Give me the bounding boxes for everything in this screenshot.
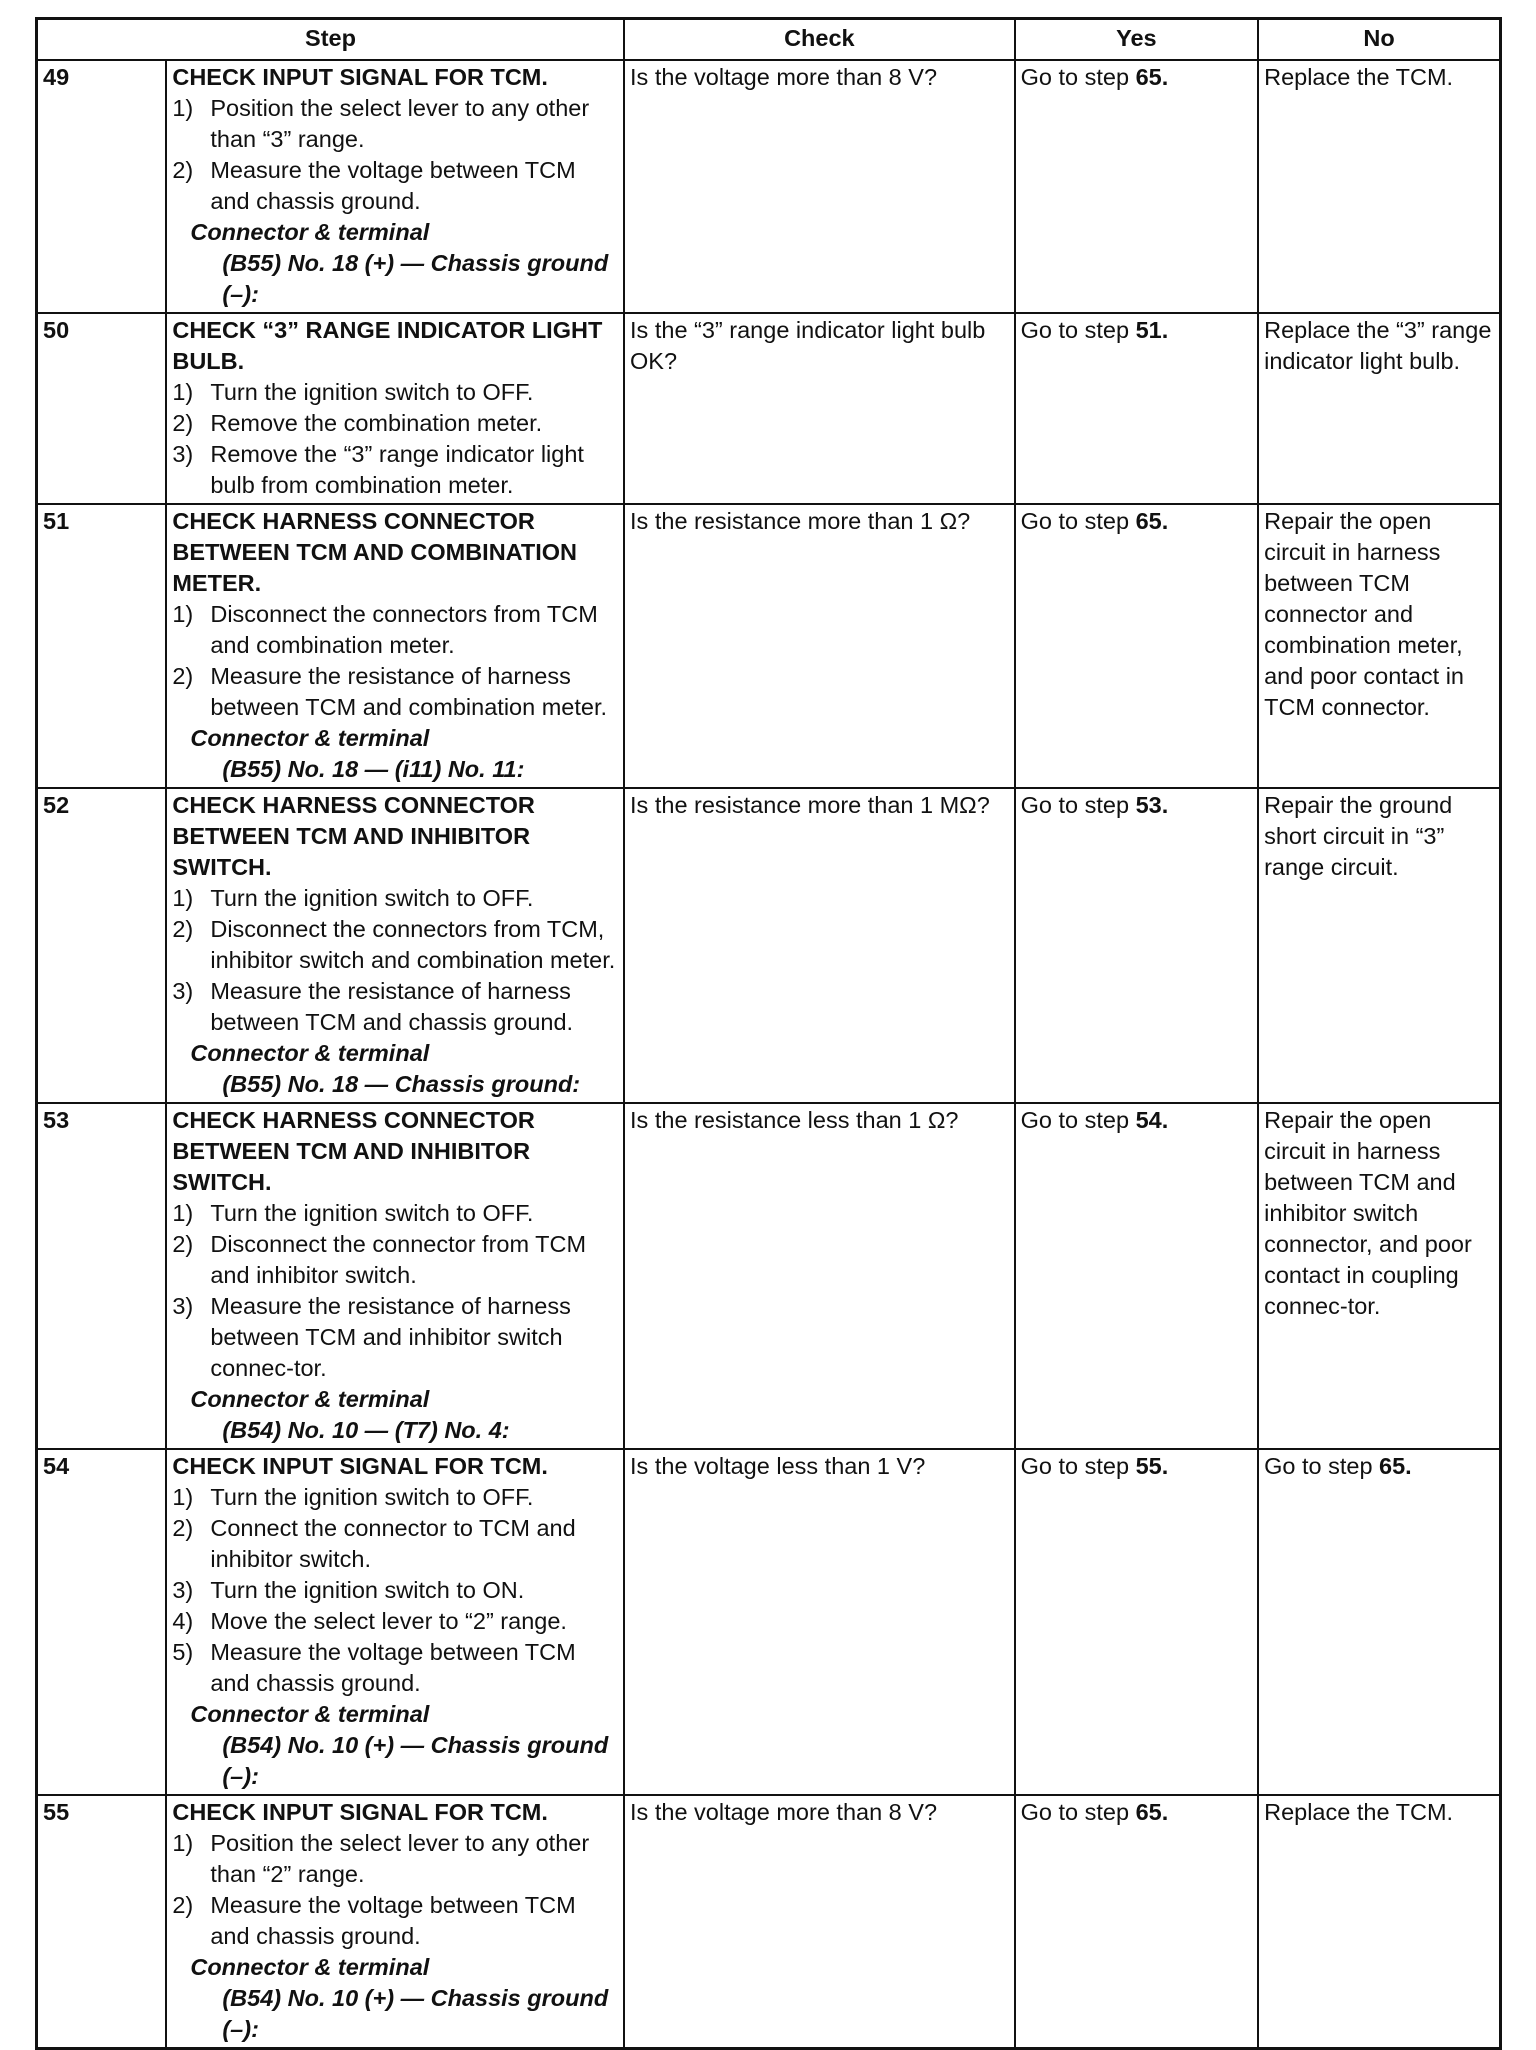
substep-text: Measure the voltage between TCM and chassis ground. [210, 157, 576, 214]
step-number: 50 [37, 313, 167, 504]
substep-number: 3) [172, 978, 194, 1004]
substep-text: Remove the “3” range indicator light bulb from combination meter. [210, 441, 584, 498]
check-cell: Is the voltage less than 1 V? [624, 1449, 1015, 1795]
table-row [37, 1449, 1501, 1795]
substep-number: 3) [172, 441, 194, 467]
substep-item [172, 661, 618, 723]
substep-text: Turn the ignition switch to OFF. [210, 1200, 534, 1226]
table-row [37, 788, 1501, 1103]
substep-number: 1) [172, 1484, 194, 1510]
no-cell [1258, 504, 1500, 788]
connector-title: Connector & terminal [190, 219, 430, 245]
yes-text: Go to step [1020, 508, 1136, 534]
yes-step-ref: 54. [1135, 1107, 1169, 1133]
substep-text: Remove the combination meter. [210, 410, 543, 436]
step-cell [166, 788, 624, 1103]
substep-item [172, 1890, 618, 1952]
yes-text: Go to step [1020, 64, 1136, 90]
substep-text: Position the select lever to any other than “2” range. [210, 1830, 590, 1887]
step-number: 51 [37, 504, 167, 788]
no-text: Repair the open circuit in harness between TCM connector and combination meter, and poor contact in TCM connector. [1264, 508, 1464, 720]
substep-number: 2) [172, 1231, 194, 1257]
yes-text: Go to step [1020, 1453, 1136, 1479]
table-row [37, 504, 1501, 788]
substep-list [172, 599, 618, 723]
step-cell [166, 313, 624, 504]
step-title: CHECK “3” RANGE INDICATOR LIGHT BULB. [172, 317, 603, 374]
yes-step-ref: 65. [1135, 1799, 1169, 1825]
substep-list [172, 377, 618, 501]
yes-cell [1015, 1103, 1258, 1449]
substep-number: 4) [172, 1608, 194, 1634]
table-row [37, 1795, 1501, 2049]
substep-list [172, 883, 618, 1038]
substep-item [172, 439, 618, 501]
substep-number: 2) [172, 663, 194, 689]
substep-text: Turn the ignition switch to ON. [210, 1577, 525, 1603]
step-cell [166, 1795, 624, 2049]
no-text: Replace the TCM. [1264, 1799, 1454, 1825]
connector-title: Connector & terminal [190, 1701, 430, 1727]
no-cell [1258, 1103, 1500, 1449]
substep-number: 2) [172, 916, 194, 942]
step-number: 54 [37, 1449, 167, 1795]
substep-item [172, 1291, 618, 1384]
header-no: No [1258, 19, 1500, 61]
check-cell: Is the voltage more than 8 V? [624, 1795, 1015, 2049]
no-text: Replace the TCM. [1264, 64, 1454, 90]
step-cell [166, 1103, 624, 1449]
connector-value: (B54) No. 10 — (T7) No. 4: [222, 1417, 510, 1443]
step-title: CHECK HARNESS CONNECTOR BETWEEN TCM AND COMBINATION METER. [172, 508, 578, 596]
substep-text: Disconnect the connectors from TCM and combination meter. [210, 601, 598, 658]
yes-cell [1015, 788, 1258, 1103]
step-title: CHECK INPUT SIGNAL FOR TCM. [172, 64, 548, 90]
substep-item [172, 883, 618, 914]
substep-text: Measure the voltage between TCM and chassis ground. [210, 1892, 576, 1949]
step-number: 53 [37, 1103, 167, 1449]
step-cell [166, 1449, 624, 1795]
substep-text: Position the select lever to any other than “3” range. [210, 95, 590, 152]
table-row [37, 313, 1501, 504]
connector-value: (B54) No. 10 (+) — Chassis ground (–): [222, 1985, 609, 2042]
connector-value: (B55) No. 18 — Chassis ground: [222, 1071, 581, 1097]
substep-item [172, 1575, 618, 1606]
substep-item [172, 1513, 618, 1575]
table-body [37, 60, 1501, 2049]
check-cell: Is the resistance more than 1 MΩ? [624, 788, 1015, 1103]
substep-item [172, 155, 618, 217]
substep-text: Turn the ignition switch to OFF. [210, 379, 534, 405]
substep-item [172, 1828, 618, 1890]
yes-cell [1015, 1795, 1258, 2049]
substep-item [172, 1637, 618, 1699]
substep-text: Measure the resistance of harness between TCM and inhibitor switch connec-tor. [210, 1293, 571, 1381]
yes-cell [1015, 1449, 1258, 1795]
check-cell: Is the “3” range indicator light bulb OK? [624, 313, 1015, 504]
substep-item [172, 377, 618, 408]
substep-number: 2) [172, 1515, 194, 1541]
no-cell [1258, 1449, 1500, 1795]
connector-title: Connector & terminal [190, 725, 430, 751]
check-cell: Is the voltage more than 8 V? [624, 60, 1015, 313]
substep-item [172, 1229, 618, 1291]
no-text: Go to step [1264, 1453, 1380, 1479]
header-check: Check [624, 19, 1015, 61]
substep-text: Move the select lever to “2” range. [210, 1608, 567, 1634]
diagnosis-table [35, 17, 1502, 2050]
substep-item [172, 1482, 618, 1513]
yes-step-ref: 55. [1135, 1453, 1169, 1479]
substep-item [172, 93, 618, 155]
substep-number: 5) [172, 1639, 194, 1665]
no-cell [1258, 788, 1500, 1103]
substep-text: Connect the connector to TCM and inhibitor switch. [210, 1515, 576, 1572]
no-text: Repair the ground short circuit in “3” range circuit. [1264, 792, 1453, 880]
substep-text: Measure the resistance of harness between TCM and combination meter. [210, 663, 608, 720]
yes-step-ref: 51. [1135, 317, 1169, 343]
substep-item [172, 408, 618, 439]
no-text: Replace the “3” range indicator light bulb. [1264, 317, 1492, 374]
yes-step-ref: 65. [1135, 64, 1169, 90]
substep-item [172, 599, 618, 661]
connector-title: Connector & terminal [190, 1040, 430, 1066]
no-cell [1258, 1795, 1500, 2049]
step-title: CHECK HARNESS CONNECTOR BETWEEN TCM AND INHIBITOR SWITCH. [172, 792, 535, 880]
substep-number: 1) [172, 1200, 194, 1226]
substep-number: 1) [172, 1830, 194, 1856]
connector-value: (B55) No. 18 (+) — Chassis ground (–): [222, 250, 609, 307]
check-cell: Is the resistance less than 1 Ω? [624, 1103, 1015, 1449]
substep-number: 2) [172, 1892, 194, 1918]
step-cell [166, 60, 624, 313]
substep-item [172, 1606, 618, 1637]
yes-step-ref: 65. [1135, 508, 1169, 534]
substep-list [172, 93, 618, 217]
substep-text: Turn the ignition switch to OFF. [210, 885, 534, 911]
no-text: Repair the open circuit in harness between TCM and inhibitor switch connector, and poor contact in coupling connec-tor. [1264, 1107, 1472, 1319]
substep-list [172, 1198, 618, 1384]
yes-text: Go to step [1020, 792, 1136, 818]
yes-text: Go to step [1020, 1799, 1136, 1825]
yes-text: Go to step [1020, 1107, 1136, 1133]
step-title: CHECK INPUT SIGNAL FOR TCM. [172, 1453, 548, 1479]
substep-text: Measure the voltage between TCM and chassis ground. [210, 1639, 576, 1696]
no-step-ref: 65. [1379, 1453, 1412, 1479]
connector-value: (B54) No. 10 (+) — Chassis ground (–): [222, 1732, 609, 1789]
connector-title: Connector & terminal [190, 1954, 430, 1980]
step-number: 49 [37, 60, 167, 313]
table-row [37, 60, 1501, 313]
substep-list [172, 1482, 618, 1699]
substep-number: 1) [172, 885, 194, 911]
yes-cell [1015, 504, 1258, 788]
substep-text: Disconnect the connectors from TCM, inhibitor switch and combination meter. [210, 916, 616, 973]
substep-number: 3) [172, 1293, 194, 1319]
header-yes: Yes [1015, 19, 1258, 61]
no-cell [1258, 313, 1500, 504]
substep-number: 1) [172, 601, 194, 627]
check-cell: Is the resistance more than 1 Ω? [624, 504, 1015, 788]
substep-text: Turn the ignition switch to OFF. [210, 1484, 534, 1510]
step-cell [166, 504, 624, 788]
step-title: CHECK INPUT SIGNAL FOR TCM. [172, 1799, 548, 1825]
substep-number: 1) [172, 379, 194, 405]
substep-text: Disconnect the connector from TCM and inhibitor switch. [210, 1231, 587, 1288]
substep-number: 2) [172, 410, 194, 436]
substep-number: 3) [172, 1577, 194, 1603]
header-step: Step [37, 19, 625, 61]
no-cell [1258, 60, 1500, 313]
step-title: CHECK HARNESS CONNECTOR BETWEEN TCM AND INHIBITOR SWITCH. [172, 1107, 535, 1195]
yes-cell [1015, 313, 1258, 504]
substep-list [172, 1828, 618, 1952]
step-number: 55 [37, 1795, 167, 2049]
yes-text: Go to step [1020, 317, 1136, 343]
substep-item [172, 976, 618, 1038]
yes-step-ref: 53. [1135, 792, 1169, 818]
connector-value: (B55) No. 18 — (i11) No. 11: [222, 756, 525, 782]
header-row [37, 19, 1501, 61]
substep-number: 1) [172, 95, 194, 121]
table-row [37, 1103, 1501, 1449]
step-number: 52 [37, 788, 167, 1103]
substep-item [172, 914, 618, 976]
connector-title: Connector & terminal [190, 1386, 430, 1412]
yes-cell [1015, 60, 1258, 313]
substep-item [172, 1198, 618, 1229]
substep-number: 2) [172, 157, 194, 183]
substep-text: Measure the resistance of harness between TCM and chassis ground. [210, 978, 574, 1035]
